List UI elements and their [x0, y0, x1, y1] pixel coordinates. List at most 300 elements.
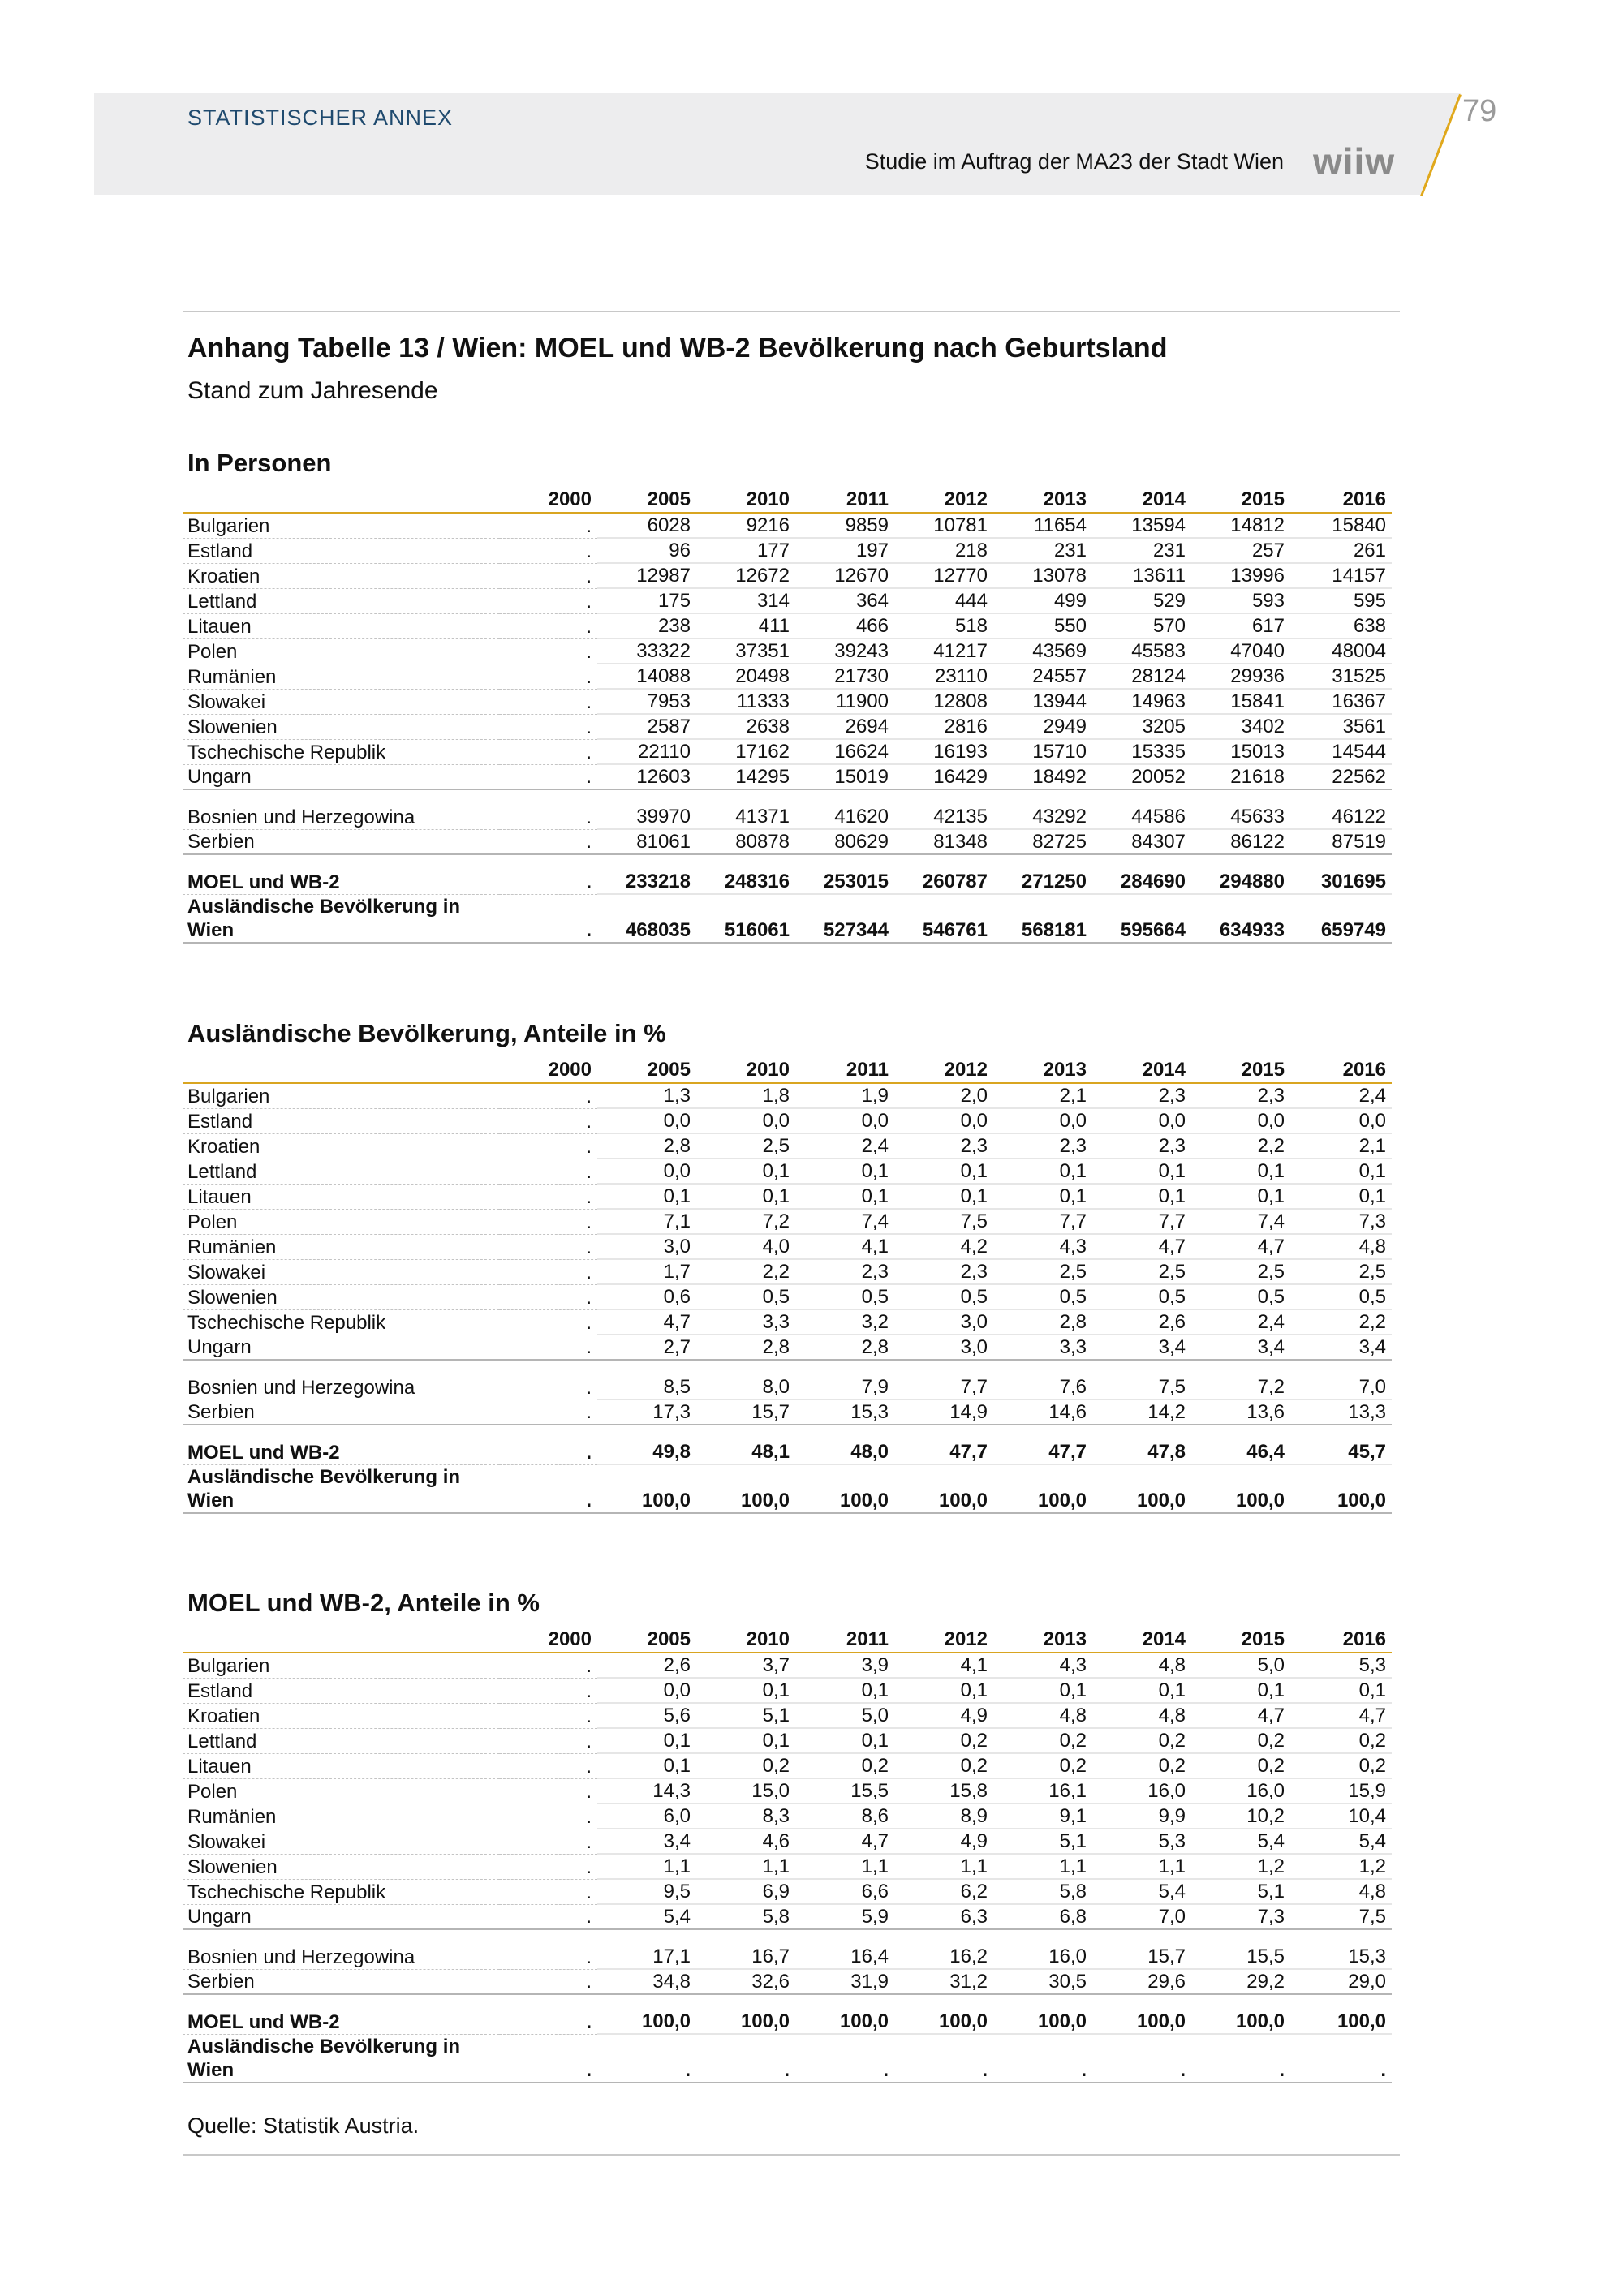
value-cell: 15,3 [1290, 1945, 1392, 1969]
value-cell: 8,6 [795, 1804, 894, 1829]
table-row [183, 1309, 1392, 1335]
value-cell: 7,2 [696, 1209, 795, 1234]
value-cell: 0,2 [1290, 1728, 1392, 1753]
value-cell: 31,2 [894, 1969, 993, 1994]
value-cell: 0,1 [1290, 1678, 1392, 1703]
value-cell: . [499, 1108, 597, 1133]
row-label-text: Bosnien und Herzegowina [187, 806, 415, 828]
table-section-persons [183, 447, 1396, 944]
value-cell: 100,0 [597, 1464, 696, 1513]
value-cell: 16,2 [894, 1945, 993, 1969]
row-label [183, 1133, 499, 1159]
year-header: 2005 [597, 1058, 696, 1083]
year-header: 2015 [1191, 488, 1290, 513]
row-label [183, 1335, 499, 1360]
row-label-text: Litauen [187, 1755, 252, 1778]
value-cell: 1,1 [1092, 1854, 1191, 1879]
table-row [183, 1209, 1392, 1234]
value-cell: 0,1 [1191, 1678, 1290, 1703]
row-label [183, 1854, 499, 1879]
value-cell: 595 [1290, 588, 1392, 613]
row-label [183, 1400, 499, 1425]
value-cell: 2,4 [1191, 1309, 1290, 1335]
value-cell: 550 [993, 613, 1092, 638]
value-cell: 0,2 [993, 1728, 1092, 1753]
year-header: 2010 [696, 1058, 795, 1083]
value-cell: 1,1 [795, 1854, 894, 1879]
table-row [183, 870, 1392, 894]
value-cell: 15013 [1191, 739, 1290, 764]
value-cell: 14,2 [1092, 1400, 1191, 1425]
value-cell: 1,9 [795, 1083, 894, 1108]
value-cell: 100,0 [1092, 2010, 1191, 2034]
row-label-text: Serbien [187, 831, 255, 853]
value-cell: 0,1 [993, 1184, 1092, 1209]
row-label-text: Kroatien [187, 1705, 260, 1727]
value-cell: 21618 [1191, 764, 1290, 789]
value-cell: 41371 [696, 805, 795, 829]
value-cell: 46122 [1290, 805, 1392, 829]
value-cell: 11654 [993, 513, 1092, 538]
value-cell: 7,7 [1092, 1209, 1191, 1234]
table-row [183, 1440, 1392, 1464]
row-label-text: Slowakei [187, 1261, 266, 1283]
value-cell: 42135 [894, 805, 993, 829]
value-cell: 15,8 [894, 1778, 993, 1804]
value-cell: 9,1 [993, 1804, 1092, 1829]
value-cell: 638 [1290, 613, 1392, 638]
value-cell: 28124 [1092, 664, 1191, 689]
value-cell: . [993, 2034, 1092, 2083]
value-cell: 14544 [1290, 739, 1392, 764]
value-cell: 16,0 [993, 1945, 1092, 1969]
value-cell: 0,1 [894, 1678, 993, 1703]
row-label-text: Polen [187, 640, 238, 663]
top-divider [183, 311, 1400, 312]
value-cell: 16,0 [1092, 1778, 1191, 1804]
value-cell: 86122 [1191, 829, 1290, 854]
value-cell: 33322 [597, 638, 696, 664]
value-cell: 4,7 [1191, 1234, 1290, 1259]
value-cell: 0,1 [1092, 1159, 1191, 1184]
value-cell: 1,7 [597, 1259, 696, 1284]
section-label: STATISTISCHER ANNEX [187, 105, 454, 130]
table-row [183, 1945, 1392, 1969]
value-cell: 2,8 [696, 1335, 795, 1360]
table-row [183, 1829, 1392, 1854]
table-row [183, 739, 1392, 764]
value-cell: 13944 [993, 689, 1092, 714]
value-cell: . [499, 1678, 597, 1703]
value-cell: 4,8 [993, 1703, 1092, 1728]
value-cell: 2,3 [894, 1133, 993, 1159]
value-cell: 4,0 [696, 1234, 795, 1259]
value-cell: 43569 [993, 638, 1092, 664]
value-cell: 8,9 [894, 1804, 993, 1829]
value-cell: 2,5 [1290, 1259, 1392, 1284]
value-cell: . [499, 1464, 597, 1513]
header-empty [183, 488, 499, 513]
value-cell: 16624 [795, 739, 894, 764]
value-cell: 0,2 [1191, 1728, 1290, 1753]
value-cell: 4,9 [894, 1829, 993, 1854]
value-cell: 100,0 [795, 2010, 894, 2034]
table-row [183, 588, 1392, 613]
value-cell: . [499, 1375, 597, 1400]
value-cell: 81348 [894, 829, 993, 854]
table-row [183, 689, 1392, 714]
value-cell: . [499, 1159, 597, 1184]
wiiw-logo: wiiw [1313, 140, 1396, 183]
study-caption: Studie im Auftrag der MA23 der Stadt Wien [864, 149, 1284, 174]
year-header: 2010 [696, 1627, 795, 1653]
value-cell: 4,7 [1191, 1703, 1290, 1728]
year-header: 2000 [499, 1058, 597, 1083]
value-cell: . [499, 714, 597, 739]
section-heading: Ausländische Bevölkerung, Anteile in % [187, 1019, 666, 1047]
value-cell: 0,1 [1290, 1184, 1392, 1209]
value-cell: 314 [696, 588, 795, 613]
spacer-row [183, 854, 1392, 870]
value-cell: . [499, 1778, 597, 1804]
value-cell: 20052 [1092, 764, 1191, 789]
year-header: 2013 [993, 488, 1092, 513]
value-cell: 0,1 [1092, 1678, 1191, 1703]
row-label [183, 829, 499, 854]
value-cell: 3402 [1191, 714, 1290, 739]
value-cell: 4,3 [993, 1234, 1092, 1259]
table-row [183, 1335, 1392, 1360]
value-cell: 2,8 [597, 1133, 696, 1159]
row-label [183, 1904, 499, 1929]
row-label [183, 1464, 499, 1513]
row-label-text: Serbien [187, 1971, 255, 1993]
row-label [183, 588, 499, 613]
value-cell: 257 [1191, 538, 1290, 563]
value-cell: 5,1 [993, 1829, 1092, 1854]
value-cell: 0,2 [1191, 1753, 1290, 1778]
value-cell: 233218 [597, 870, 696, 894]
value-cell: 6,6 [795, 1879, 894, 1904]
table-row [183, 1703, 1392, 1728]
row-label [183, 1969, 499, 1994]
value-cell: 14088 [597, 664, 696, 689]
row-label [183, 1234, 499, 1259]
value-cell: 7,4 [1191, 1209, 1290, 1234]
value-cell: 0,2 [1092, 1728, 1191, 1753]
data-table [183, 488, 1392, 944]
value-cell: 0,0 [597, 1108, 696, 1133]
value-cell: 29,6 [1092, 1969, 1191, 1994]
value-cell: 2949 [993, 714, 1092, 739]
value-cell: 3,4 [1191, 1335, 1290, 1360]
table-row [183, 829, 1392, 854]
data-table [183, 1058, 1392, 1514]
year-header: 2011 [795, 1627, 894, 1653]
table-row [183, 1904, 1392, 1929]
value-cell: 284690 [1092, 870, 1191, 894]
value-cell: 5,6 [597, 1703, 696, 1728]
table-row [183, 1184, 1392, 1209]
table-row [183, 805, 1392, 829]
value-cell: 0,0 [795, 1108, 894, 1133]
value-cell: 3,0 [894, 1309, 993, 1335]
value-cell: 5,0 [1191, 1653, 1290, 1678]
table-row [183, 664, 1392, 689]
row-label-text: Bulgarien [187, 1085, 270, 1107]
value-cell: 30,5 [993, 1969, 1092, 1994]
row-label-text: Tschechische Republik [187, 1311, 386, 1334]
value-cell: 4,7 [1092, 1234, 1191, 1259]
row-label-text: Serbien [187, 1401, 255, 1423]
value-cell: 595664 [1092, 894, 1191, 943]
value-cell: 0,2 [696, 1753, 795, 1778]
value-cell: 2,8 [795, 1335, 894, 1360]
table-row [183, 1753, 1392, 1778]
value-cell: 2,1 [1290, 1133, 1392, 1159]
value-cell: 253015 [795, 870, 894, 894]
row-label-text: Kroatien [187, 565, 260, 587]
row-label [183, 2034, 499, 2083]
value-cell: 0,1 [696, 1728, 795, 1753]
value-cell: 48,1 [696, 1440, 795, 1464]
table-row [183, 1969, 1392, 1994]
value-cell: 15,0 [696, 1778, 795, 1804]
value-cell: 2,6 [597, 1653, 696, 1678]
value-cell: 2,3 [1092, 1133, 1191, 1159]
row-label-text: Ungarn [187, 1906, 252, 1928]
value-cell: 49,8 [597, 1440, 696, 1464]
value-cell: . [499, 664, 597, 689]
table-section-moel-share [183, 1587, 1396, 2083]
value-cell: 0,1 [795, 1159, 894, 1184]
row-label [183, 739, 499, 764]
value-cell: 9,5 [597, 1879, 696, 1904]
value-cell: 6,9 [696, 1879, 795, 1904]
value-cell: 3,9 [795, 1653, 894, 1678]
value-cell: 100,0 [597, 2010, 696, 2034]
year-header: 2011 [795, 1058, 894, 1083]
table-row [183, 1400, 1392, 1425]
table-row [183, 563, 1392, 588]
value-cell: 18492 [993, 764, 1092, 789]
table-row [183, 1083, 1392, 1108]
value-cell: 218 [894, 538, 993, 563]
value-cell: 7,4 [795, 1209, 894, 1234]
value-cell: 84307 [1092, 829, 1191, 854]
table-row [183, 638, 1392, 664]
value-cell: 100,0 [993, 2010, 1092, 2034]
value-cell: 10,4 [1290, 1804, 1392, 1829]
value-cell: 23110 [894, 664, 993, 689]
value-cell: 0,2 [993, 1753, 1092, 1778]
value-cell: 8,5 [597, 1375, 696, 1400]
header-row [183, 1058, 1392, 1083]
value-cell: . [499, 829, 597, 854]
value-cell: 527344 [795, 894, 894, 943]
value-cell: 87519 [1290, 829, 1392, 854]
row-label-text: Polen [187, 1780, 238, 1803]
value-cell: 5,4 [1290, 1829, 1392, 1854]
value-cell: 5,0 [795, 1703, 894, 1728]
value-cell: 13611 [1092, 563, 1191, 588]
section-heading: In Personen [187, 449, 332, 477]
value-cell: 14,3 [597, 1778, 696, 1804]
row-label-text: Kroatien [187, 1135, 260, 1158]
value-cell: 3,3 [696, 1309, 795, 1335]
value-cell: 7,3 [1290, 1209, 1392, 1234]
value-cell: 2,3 [1092, 1083, 1191, 1108]
value-cell: 0,1 [1191, 1159, 1290, 1184]
data-table [183, 1627, 1392, 2083]
table-row [183, 513, 1392, 538]
value-cell: 238 [597, 613, 696, 638]
value-cell: 3,4 [1092, 1335, 1191, 1360]
spacer-row [183, 789, 1392, 805]
value-cell: 2587 [597, 714, 696, 739]
section-heading: MOEL und WB-2, Anteile in % [187, 1589, 540, 1617]
value-cell: 17,1 [597, 1945, 696, 1969]
row-label [183, 1083, 499, 1108]
value-cell: 0,0 [597, 1159, 696, 1184]
value-cell: 16,1 [993, 1778, 1092, 1804]
value-cell: 3,4 [1290, 1335, 1392, 1360]
value-cell: 44586 [1092, 805, 1191, 829]
value-cell: 15,5 [1191, 1945, 1290, 1969]
value-cell: 411 [696, 613, 795, 638]
value-cell: 546761 [894, 894, 993, 943]
value-cell: 41620 [795, 805, 894, 829]
value-cell: 48,0 [795, 1440, 894, 1464]
value-cell: 47040 [1191, 638, 1290, 664]
table-row [183, 1879, 1392, 1904]
row-label [183, 1184, 499, 1209]
value-cell: . [499, 2010, 597, 2034]
row-label [183, 1159, 499, 1184]
value-cell: . [1092, 2034, 1191, 2083]
value-cell: . [499, 563, 597, 588]
value-cell: 518 [894, 613, 993, 638]
row-label [183, 638, 499, 664]
value-cell: 29936 [1191, 664, 1290, 689]
value-cell: 39970 [597, 805, 696, 829]
value-cell: 3205 [1092, 714, 1191, 739]
table-row [183, 894, 1392, 943]
value-cell: 568181 [993, 894, 1092, 943]
value-cell: . [499, 805, 597, 829]
value-cell: . [499, 613, 597, 638]
value-cell: 7,3 [1191, 1904, 1290, 1929]
value-cell: 466 [795, 613, 894, 638]
value-cell: 7,7 [894, 1375, 993, 1400]
value-cell: 0,1 [795, 1184, 894, 1209]
value-cell: . [499, 638, 597, 664]
value-cell: 14,6 [993, 1400, 1092, 1425]
value-cell: 0,1 [894, 1184, 993, 1209]
row-label-text: Estland [187, 1679, 253, 1702]
value-cell: 5,8 [993, 1879, 1092, 1904]
value-cell: 16429 [894, 764, 993, 789]
value-cell: 41217 [894, 638, 993, 664]
value-cell: 100,0 [795, 1464, 894, 1513]
value-cell: 29,0 [1290, 1969, 1392, 1994]
table-row [183, 1133, 1392, 1159]
row-label [183, 563, 499, 588]
year-header: 2014 [1092, 1058, 1191, 1083]
value-cell: 15,7 [1092, 1945, 1191, 1969]
row-label [183, 1728, 499, 1753]
value-cell: 2,3 [795, 1259, 894, 1284]
value-cell: 0,1 [696, 1159, 795, 1184]
value-cell: 2,5 [1191, 1259, 1290, 1284]
value-cell: 100,0 [1092, 1464, 1191, 1513]
value-cell: . [499, 1653, 597, 1678]
year-header: 2016 [1290, 488, 1392, 513]
value-cell: 7,0 [1092, 1904, 1191, 1929]
value-cell: 100,0 [1290, 2010, 1392, 2034]
value-cell: 301695 [1290, 870, 1392, 894]
value-cell: . [499, 1969, 597, 1994]
spacer-row [183, 1425, 1392, 1440]
value-cell: 39243 [795, 638, 894, 664]
row-label-text: Slowenien [187, 1855, 278, 1878]
value-cell: . [1191, 2034, 1290, 2083]
value-cell: . [597, 2034, 696, 2083]
value-cell: 14295 [696, 764, 795, 789]
value-cell: 659749 [1290, 894, 1392, 943]
row-label-text: Bulgarien [187, 514, 270, 537]
value-cell: 364 [795, 588, 894, 613]
value-cell: 2,4 [1290, 1083, 1392, 1108]
value-cell: . [499, 689, 597, 714]
value-cell: 231 [993, 538, 1092, 563]
value-cell: 10,2 [1191, 1804, 1290, 1829]
value-cell: 5,1 [696, 1703, 795, 1728]
value-cell: . [499, 1804, 597, 1829]
table-row [183, 1234, 1392, 1259]
value-cell: 15840 [1290, 513, 1392, 538]
value-cell: 14963 [1092, 689, 1191, 714]
row-label [183, 2010, 499, 2034]
row-label-text: Lettland [187, 1160, 257, 1183]
table-row [183, 1464, 1392, 1513]
value-cell: 617 [1191, 613, 1290, 638]
value-cell: 12770 [894, 563, 993, 588]
value-cell: 13,3 [1290, 1400, 1392, 1425]
row-label [183, 613, 499, 638]
row-label [183, 1804, 499, 1829]
value-cell: 4,8 [1290, 1234, 1392, 1259]
value-cell: 13594 [1092, 513, 1191, 538]
value-cell: 0,5 [894, 1284, 993, 1309]
spacer [183, 854, 1392, 870]
value-cell: 1,1 [894, 1854, 993, 1879]
value-cell: 37351 [696, 638, 795, 664]
value-cell: 2,3 [894, 1259, 993, 1284]
value-cell: 31,9 [795, 1969, 894, 1994]
row-label [183, 1375, 499, 1400]
source-note: Quelle: Statistik Austria. [187, 2113, 420, 2138]
value-cell: 0,2 [1290, 1753, 1392, 1778]
value-cell: 294880 [1191, 870, 1290, 894]
spacer [183, 789, 1392, 805]
table-row [183, 1854, 1392, 1879]
value-cell: 100,0 [696, 2010, 795, 2034]
value-cell: 15019 [795, 764, 894, 789]
value-cell: 2,2 [1191, 1133, 1290, 1159]
value-cell: 16367 [1290, 689, 1392, 714]
value-cell: 14,9 [894, 1400, 993, 1425]
